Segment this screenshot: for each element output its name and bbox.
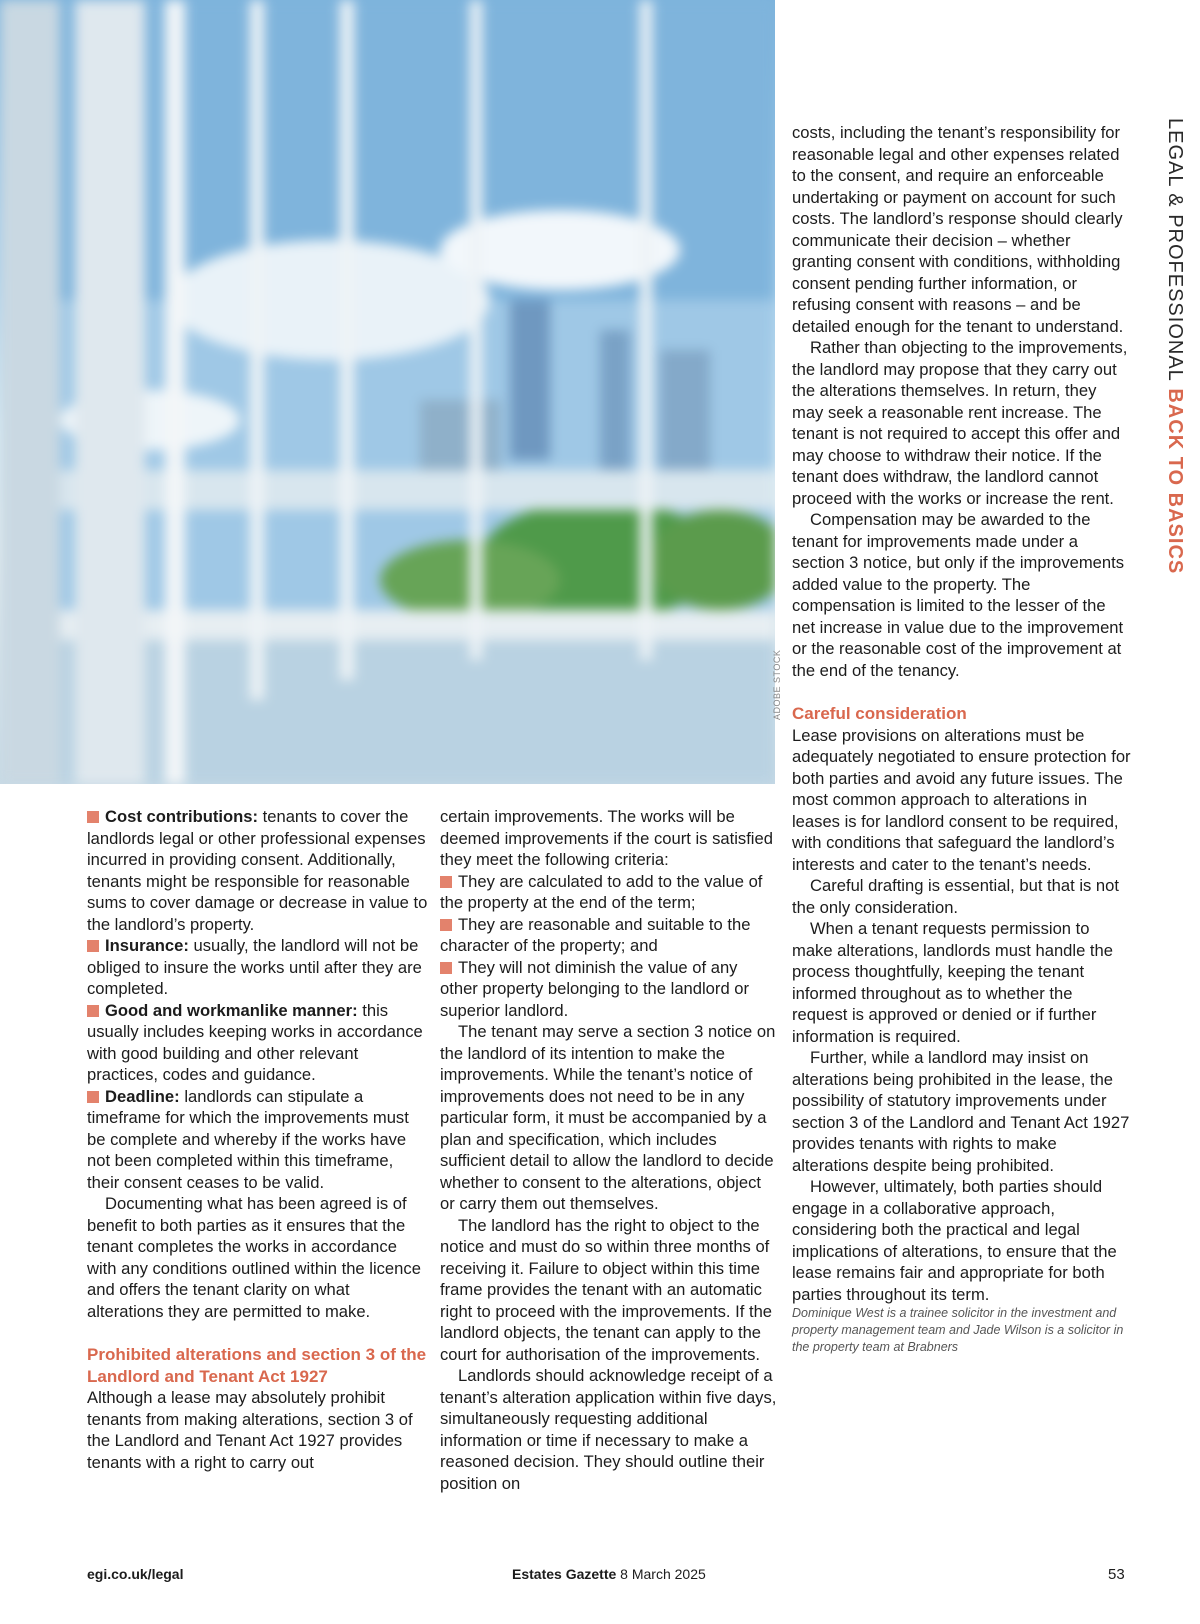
body-paragraph: Documenting what has been agreed is of benefit to both parties as it ensures that the tenant completes the works in accordance with any conditions outlined within the licence and offers the tenant clarity on what alterations they are permitted to make. (87, 1194, 421, 1321)
section-heading: Careful consideration (792, 704, 967, 723)
body-paragraph: certain improvements. The works will be deemed improvements if the court is satisfied they meet the following criteria: (440, 807, 773, 869)
body-paragraph: costs, including the tenant’s responsibility for reasonable legal and other expenses related to the consent, and require an enforceable undertaking or payment on account for such costs. The landlord’s response should clearly communicate their decision – whether granting consent with conditions, withholding consent pending further information, or refusing consent with reasons – and be detailed enough for the tenant to understand. (792, 123, 1124, 336)
body-paragraph: Further, while a landlord may insist on alterations being prohibited in the lease, the possibility of statutory improvements under section 3 of the Landlord and Tenant Act 1927 provides tenants with rights to make alterations despite being prohibited. (792, 1048, 1130, 1175)
author-bio: Dominique West is a trainee solicitor in the investment and property management team and Jade Wilson is a solicitor in the property team at Brabners (792, 1306, 1124, 1354)
section-label-prefix: LEGAL & PROFESSIONAL (1164, 118, 1186, 382)
footer-url-link[interactable]: egi.co.uk/legal (87, 1566, 184, 1582)
body-paragraph: When a tenant requests permission to make alterations, landlords must handle the process thoughtfully, keeping the tenant informed throughout as to whether the request is approved or denied or if further information is required. (792, 919, 1113, 1046)
bullet-square-icon (87, 1091, 99, 1103)
bullet-square-icon (87, 1005, 99, 1017)
footer-publication (512, 1566, 706, 1582)
column-2 (440, 806, 778, 1494)
bullet-square-icon (440, 919, 452, 931)
photo-credit: ADOBE STOCK (772, 649, 782, 720)
bullet-square-icon (440, 876, 452, 888)
criteria-item: They will not diminish the value of any other property belonging to the landlord or superior landlord. (440, 957, 750, 1020)
bullet-square-icon (87, 940, 99, 952)
blurred-window-scene (0, 0, 775, 784)
body-paragraph: The tenant may serve a section 3 notice on the landlord of its intention to make the improvements. While the tenant’s notice of improvements does not need to be in any particular form, it must be accompanied by a plan and specification, which includes sufficient detail to allow the landlord to decide whether to consent to the alterations, object or carry them out themselves. (440, 1022, 776, 1213)
body-paragraph: Although a lease may absolutely prohibit tenants from making alterations, section 3 of the Landlord and Tenant Act 1927 provides tenants with a right to carry out (87, 1388, 413, 1472)
body-paragraph: The landlord has the right to object to the notice and must do so within three months of receiving it. Failure to object within this time frame provides the tenant with an automatic right to proceed with the improvements. If the landlord objects, the tenant can apply to the court for authorisation of the improvements. (440, 1215, 773, 1364)
section-label-highlight: BACK TO BASICS (1164, 388, 1186, 575)
criteria-item: They are reasonable and suitable to the character of the property; and (440, 914, 751, 955)
bullet-square-icon (87, 811, 99, 823)
body-paragraph: Lease provisions on alterations must be adequately negotiated to ensure protection for both parties and avoid any future issues. The most common approach to alterations in leases is for landlord consent to be required, with conditions that safeguard the landlord’s interests and cater to the tenant’s needs. (792, 725, 1131, 874)
body-paragraph: However, ultimately, both parties should engage in a collaborative approach, considering both the practical and legal implications of alterations, to ensure that the lease remains fair and appropriate for both parties throughout its term. (792, 1177, 1117, 1304)
body-paragraph: Rather than objecting to the improvements, the landlord may propose that they carry out the alterations themselves. In return, they may seek a reasonable rent increase. The tenant is not required to accept this offer and may choose to withdraw their notice. If the tenant does withdraw, the landlord cannot proceed with the works or increase the rent. (792, 338, 1128, 508)
office-window-photo (0, 0, 775, 784)
column-3 (792, 122, 1132, 1356)
bullet-item: Deadline: landlords can stipulate a timeframe for which the improvements must be complete and whereby if the works have not been completed within this timeframe, their consent ceases to be valid. (87, 1086, 409, 1192)
publication-name: Estates Gazette (512, 1566, 617, 1582)
section-heading: Prohibited alterations and section 3 of the Landlord and Tenant Act 1927 (87, 1345, 427, 1386)
bullet-item: Cost contributions: tenants to cover the landlords legal or other professional expenses incurred in providing consent. Additionally, tenants might be responsible for reasonable sums to cover damage or decrease in value to the landlord’s property. (87, 807, 428, 934)
bullet-square-icon (440, 962, 452, 974)
page-number: 53 (1108, 1566, 1125, 1583)
body-paragraph: Compensation may be awarded to the tenant for improvements made under a section 3 notice, but only if the improvements added value to the property. The compensation is limited to the lesser of the net increase in value due to the improvement or the reasonable cost of the improvement at the end of the tenancy. (792, 510, 1125, 680)
column-1 (87, 806, 429, 1473)
bullet-item: Good and workmanlike manner: this usually includes keeping works in accordance with good building and other relevant practices, codes and guidance. (87, 1000, 423, 1084)
section-label (1163, 118, 1186, 574)
body-paragraph: Landlords should acknowledge receipt of a tenant’s alteration application within five days, simultaneously requesting additional information or time if necessary to make a reasoned decision. They should outline their position on (440, 1366, 777, 1493)
bullet-item: Insurance: usually, the landlord will not be obliged to insure the works until after they are completed. (87, 936, 422, 998)
body-paragraph: Careful drafting is essential, but that is not the only consideration. (792, 876, 1119, 917)
criteria-item: They are calculated to add to the value of the property at the end of the term; (440, 871, 763, 912)
publication-date: 8 March 2025 (616, 1566, 706, 1582)
